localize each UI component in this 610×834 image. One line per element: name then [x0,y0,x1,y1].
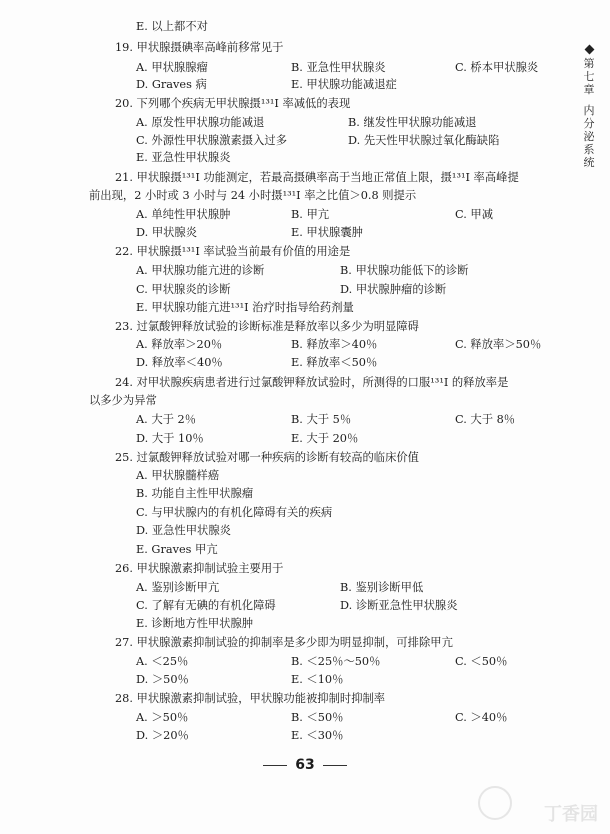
option-27-d: D. ＞50％ [136,673,189,686]
question-22: 22. 甲状腺摄¹³¹I 率试验当前最有价值的用途是 [115,245,351,258]
option-24-d: D. 大于 10％ [136,432,204,445]
option-23-c: C. 释放率＞50％ [455,338,542,351]
option-26-a: A. 鉴别诊断甲亢 [136,581,220,594]
question-24: 24. 对甲状腺疾病患者进行过氯酸钾释放试验时，所测得的口服¹³¹I 的释放率是 [115,376,509,389]
option-25-a: A. 甲状腺髓样癌 [136,469,220,482]
question-24-cont: 以多少为异常 [89,394,157,407]
option-28-c: C. ＞40％ [455,711,508,724]
question-19: 19. 甲状腺摄碘率高峰前移常见于 [115,41,284,54]
option-22-a: A. 甲状腺功能亢进的诊断 [136,264,265,277]
option-23-d: D. 释放率＜40％ [136,356,223,369]
option-27-e: E. ＜10％ [291,673,344,686]
option-28-e: E. ＜30％ [291,729,344,742]
question-25: 25. 过氯酸钾释放试验对哪一种疾病的诊断有较高的临床价值 [115,451,419,464]
diamond-icon [584,45,594,55]
footer-dash-left [263,765,287,766]
option-22-e: E. 甲状腺功能亢进¹³¹I 治疗时指导给药剂量 [136,301,354,314]
option-23-a: A. 释放率＞20％ [136,338,223,351]
question-27: 27. 甲状腺激素抑制试验的抑制率是多少即为明显抑制，可排除甲亢 [115,636,453,649]
question-28: 28. 甲状腺激素抑制试验，甲状腺功能被抑制时抑制率 [115,692,386,705]
option-23-e: E. 释放率＜50％ [291,356,378,369]
option-21-c: C. 甲减 [455,208,494,221]
option-20-e: E. 亚急性甲状腺炎 [136,151,231,164]
option-24-a: A. 大于 2％ [136,413,197,426]
option-28-b: B. ＜50％ [291,711,344,724]
option-22-d: D. 甲状腺肿瘤的诊断 [340,283,447,296]
option-23-b: B. 释放率＞40％ [291,338,378,351]
option-21-b: B. 甲亢 [291,208,330,221]
option-24-c: C. 大于 8％ [455,413,516,426]
option-28-a: A. ＞50％ [136,711,189,724]
question-26: 26. 甲状腺激素抑制试验主要用于 [115,562,284,575]
chapter-label: 第 七 章 [583,57,595,96]
option-21-e: E. 甲状腺囊肿 [291,226,363,239]
option-26-c: C. 了解有无碘的有机化障碍 [136,599,276,612]
option-26-b: B. 鉴别诊断甲低 [340,581,424,594]
option-22-c: C. 甲状腺炎的诊断 [136,283,231,296]
page-number-footer [0,757,610,773]
watermark-logo-icon [478,786,512,820]
option-27-b: B. ＜25％～50％ [291,655,381,668]
option-27-c: C. ＜50％ [455,655,508,668]
option-21-d: D. 甲状腺炎 [136,226,198,239]
option-20-a: A. 原发性甲状腺功能减退 [136,116,265,129]
option-26-d: D. 诊断亚急性甲状腺炎 [340,599,458,612]
option-19-d: D. Graves 病 [136,78,207,91]
option-20-b: B. 继发性甲状腺功能减退 [348,116,477,129]
page-number: 63 [295,757,315,773]
option-28-d: D. ＞20％ [136,729,189,742]
option-19-b: B. 亚急性甲状腺炎 [291,61,386,74]
option-19-c: C. 桥本甲状腺炎 [455,61,539,74]
option-24-b: B. 大于 5％ [291,413,352,426]
option-27-a: A. ＜25％ [136,655,189,668]
option-22-b: B. 甲状腺功能低下的诊断 [340,264,469,277]
question-20: 20. 下列哪个疾病无甲状腺摄¹³¹I 率减低的表现 [115,97,351,110]
question-23: 23. 过氯酸钾释放试验的诊断标准是释放率以多少为明显障碍 [115,320,419,333]
option-25-b: B. 功能自主性甲状腺瘤 [136,487,254,500]
footer-dash-right [323,765,347,766]
option-18-e: E. 以上都不对 [136,20,208,33]
option-19-e: E. 甲状腺功能减退症 [291,78,397,91]
watermark: 丁香园 [544,804,598,825]
option-19-a: A. 甲状腺腺瘤 [136,61,208,74]
question-21-cont: 前出现，2 小时或 3 小时与 24 小时摄¹³¹I 率之比值＞0.8 则提示 [89,189,417,202]
option-20-c: C. 外源性甲状腺激素摄入过多 [136,134,287,147]
option-26-e: E. 诊断地方性甲状腺肿 [136,617,254,630]
chapter-sidebar [582,46,596,169]
question-21: 21. 甲状腺摄¹³¹I 功能测定，若最高摄碘率高于当地正常值上限，摄¹³¹I 率高峰提 [115,171,519,184]
option-21-a: A. 单纯性甲状腺肿 [136,208,231,221]
section-label: 内 分 泌 系 统 [583,104,595,169]
option-25-d: D. 亚急性甲状腺炎 [136,524,231,537]
option-20-d: D. 先天性甲状腺过氧化酶缺陷 [348,134,500,147]
option-25-e: E. Graves 甲亢 [136,543,218,556]
option-24-e: E. 大于 20％ [291,432,359,445]
option-25-c: C. 与甲状腺内的有机化障碍有关的疾病 [136,506,333,519]
